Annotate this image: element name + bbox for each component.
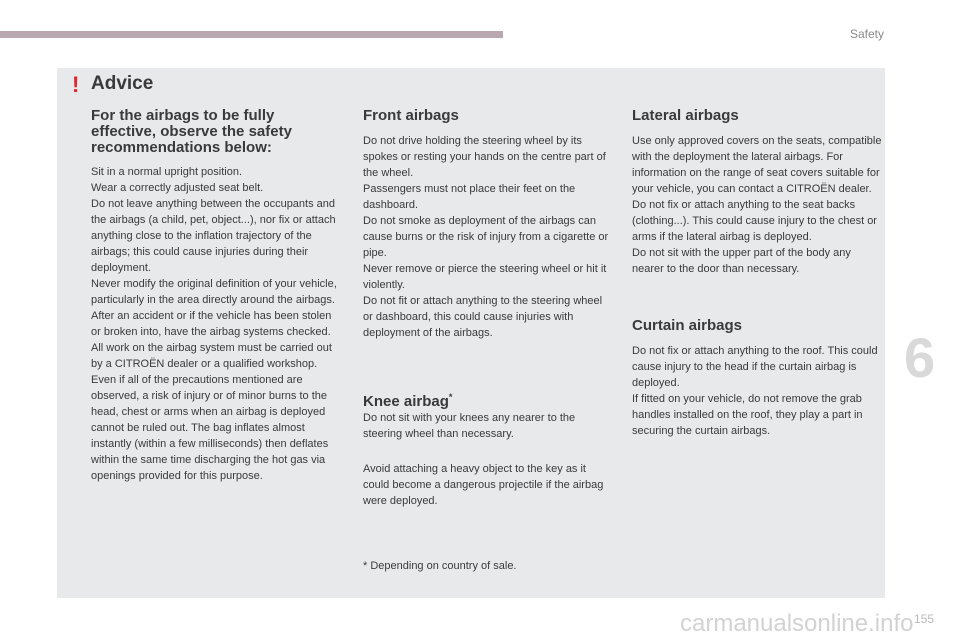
- top-decorative-bar: [0, 31, 503, 38]
- curtain-airbags-body: [632, 343, 882, 439]
- footnote: * Depending on country of sale.: [363, 560, 517, 572]
- paragraph: Do not fix or attach anything to the seat backs (clothing...). This could cause injury to the chest or arms if the lateral airbag is deployed.: [632, 199, 877, 243]
- page-number: 155: [914, 612, 935, 626]
- knee-airbag-section: [363, 389, 613, 442]
- paragraph: After an accident or if the vehicle has been stolen or broken into, have the airbag systems checked.: [91, 310, 332, 338]
- paragraph: Do not sit with the upper part of the body any nearer to the door than necessary.: [632, 247, 851, 275]
- paragraph: All work on the airbag system must be carried out by a CITROËN dealer or a qualified workshop.: [91, 342, 332, 370]
- knee-airbag-note: Avoid attaching a heavy object to the key as it could become a dangerous projectile if the airbag were deployed.: [363, 463, 604, 507]
- knee-airbag-heading-text: Knee airbag: [363, 393, 449, 410]
- paragraph: Even if all of the precautions mentioned are observed, a risk of injury or of minor burns to the head, chest or arms when an airbag is deployed cannot be ruled out. The bag inflates almost instantly (within a few milliseconds) then deflates within the same time discharging the hot gas via openings provided for this purpose.: [91, 374, 329, 482]
- watermark: carmanualsonline.info: [680, 610, 914, 637]
- curtain-airbags-heading: Curtain airbags: [632, 317, 743, 334]
- paragraph: Passengers must not place their feet on the dashboard.: [363, 183, 576, 211]
- lateral-airbags-body: [632, 133, 882, 277]
- front-airbags-section: [363, 108, 613, 341]
- paragraph: Use only approved covers on the seats, compatible with the deployment the lateral airbags. For information on the range of seat covers suitable for your vehicle, you can contact a CITROËN dealer.: [632, 135, 882, 195]
- footnote-mark: *: [448, 392, 453, 402]
- lateral-airbags-section: [632, 108, 882, 277]
- paragraph: Do not fix or attach anything to the roof. This could cause injury to the head if the curtain airbag is deployed.: [632, 345, 878, 389]
- knee-airbag-heading: [363, 389, 613, 410]
- knee-airbag-body: [363, 410, 613, 442]
- chapter-number: 6: [904, 326, 936, 389]
- paragraph: Do not leave anything between the occupants and the airbags (a child, pet, object...), nor fix or attach anything close to the inflation trajectory of the airbags; this could cause injuries during their deployment.: [91, 198, 336, 274]
- paragraph: Do not smoke as deployment of the airbags can cause burns or the risk of injury from a cigarette or pipe.: [363, 215, 609, 259]
- paragraph: Do not fit or attach anything to the steering wheel or dashboard, this could cause injuries with deployment of the airbags.: [363, 295, 603, 339]
- paragraph: Never remove or pierce the steering wheel or hit it violently.: [363, 263, 607, 291]
- lateral-airbags-heading: Lateral airbags: [632, 107, 739, 124]
- recommendations-body: [91, 164, 341, 484]
- paragraph: If fitted on your vehicle, do not remove the grab handles installed on the roof, they play a part in securing the curtain airbags.: [632, 393, 863, 437]
- advice-title: Advice: [91, 73, 154, 94]
- front-airbags-body: [363, 133, 613, 341]
- exclamation-icon: !: [72, 72, 80, 97]
- paragraph: Wear a correctly adjusted seat belt.: [91, 182, 264, 194]
- recommendations-heading: For the airbags to be fully effective, observe the safety recommendations below:: [91, 107, 292, 156]
- paragraph: Sit in a normal upright position.: [91, 166, 243, 178]
- paragraph: Never modify the original definition of your vehicle, particularly in the area directly around the airbags.: [91, 278, 337, 306]
- recommendations-column: [91, 108, 341, 484]
- front-airbags-heading: Front airbags: [363, 107, 459, 124]
- curtain-airbags-section: [632, 318, 882, 439]
- paragraph: Do not sit with your knees any nearer to the steering wheel than necessary.: [363, 412, 576, 440]
- section-title: Safety: [849, 27, 884, 41]
- paragraph: Do not drive holding the steering wheel by its spokes or resting your hands on the centre part of the wheel.: [363, 135, 606, 179]
